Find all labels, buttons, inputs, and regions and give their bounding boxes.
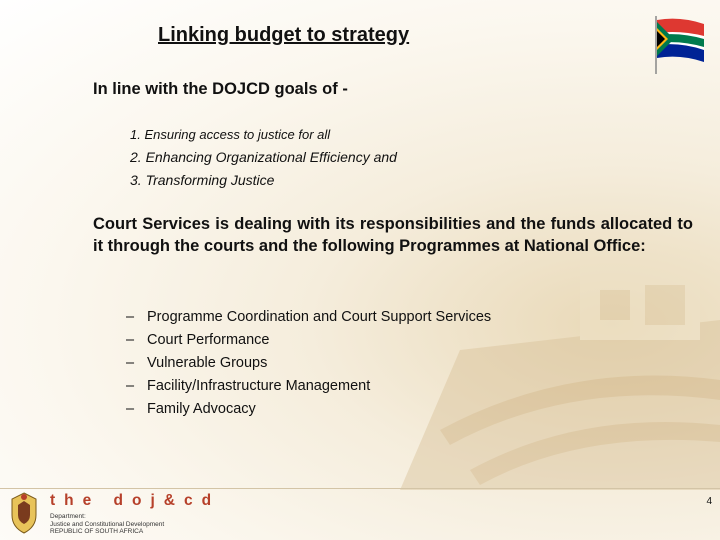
footer-divider [0, 488, 720, 489]
programme-item [126, 306, 491, 329]
list-dash: – [126, 378, 135, 394]
country-label: REPUBLIC OF SOUTH AFRICA [50, 528, 144, 535]
department-logo-text: the doj&cd [50, 492, 221, 509]
intro-text: In line with the DOJCD goals of - [93, 80, 348, 98]
programme-label: Family Advocacy [147, 401, 256, 417]
programme-item [126, 329, 491, 352]
department-label: Department: [50, 513, 86, 520]
list-dash: – [126, 401, 135, 417]
goal-item: 3. Transforming Justice [130, 172, 275, 188]
goal-item: 1. Ensuring access to justice for all [130, 127, 331, 142]
programme-label: Programme Coordination and Court Support Services [147, 309, 492, 325]
programme-item [126, 398, 491, 421]
list-dash: – [126, 309, 135, 325]
programmes-list [126, 306, 491, 421]
programme-item [126, 375, 491, 398]
court-services-paragraph: Court Services is dealing with its responsibilities and the funds allocated to it through the courts and the following Programmes at National Office: [93, 215, 693, 255]
programme-label: Facility/Infrastructure Management [147, 378, 371, 394]
coat-of-arms-icon [6, 491, 42, 535]
programme-item [126, 352, 491, 375]
programme-label: Court Performance [147, 332, 270, 348]
programme-label: Vulnerable Groups [147, 355, 268, 371]
goal-item: 2. Enhancing Organizational Efficiency and [130, 149, 397, 165]
page-number: 4 [706, 496, 712, 507]
department-name [50, 513, 164, 536]
slide-title: Linking budget to strategy [158, 24, 410, 46]
goals-list [130, 123, 397, 192]
list-dash: – [126, 355, 135, 371]
south-africa-flag-icon [650, 14, 708, 76]
list-dash: – [126, 332, 135, 348]
department-title: Justice and Constitutional Development [50, 520, 165, 528]
